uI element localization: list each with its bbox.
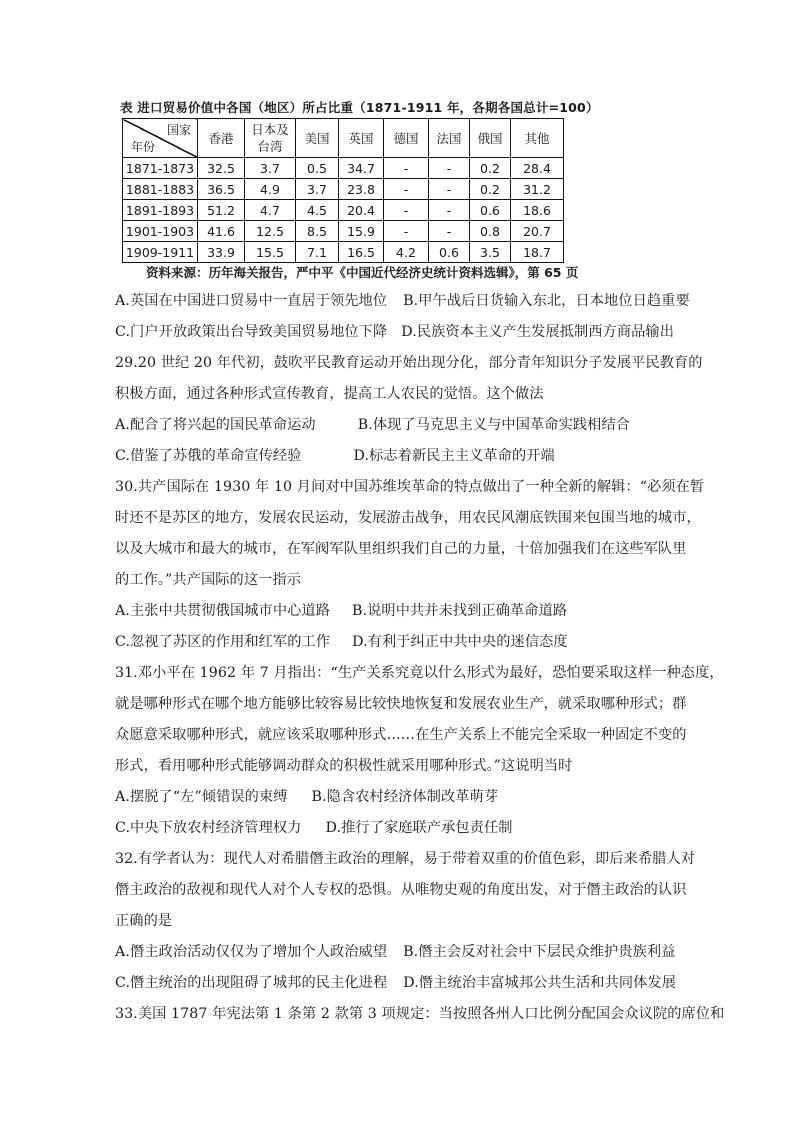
q31-stem-line: 形式，看用哪种形式能够调动群众的积极性就采用哪种形式。”这说明当时 [115,758,573,774]
value-cell: 3.7 [245,158,296,179]
q32-options-row2 [115,972,676,992]
q31-option-b[interactable]: B.隐含农村经济体制改革萌芽 [311,789,499,805]
q28-options-row2 [115,321,674,341]
value-cell: 51.2 [198,200,245,221]
table-row [123,221,564,242]
value-cell: 4.5 [296,200,339,221]
q30-option-c[interactable]: C.忽视了苏区的作用和红军的工作 [115,634,331,650]
value-cell: - [429,200,470,221]
corner-label-country: 国家 [166,123,191,137]
q29-options-row1 [115,414,630,434]
q29-option-c[interactable]: C.借鉴了苏俄的革命宣传经验 [115,448,302,464]
q31-stem-line: 31.邓小平在 1962 年 7 月指出：“生产关系究竟以什么形式为最好，恐怕要采取这样一种态度， [115,665,724,681]
q29-option-b[interactable]: B.体现了马克思主义与中国革命实践相结合 [357,417,631,433]
q28-option-c[interactable]: C.门户开放政策出台导致美国贸易地位下降 [115,324,388,340]
table-source: 资料来源：历年海关报告，严中平《中国近代经济史统计资料选辑》，第 65 页 [146,265,579,280]
q29-options-row2 [115,445,555,465]
q31-options-row1 [115,786,498,806]
q30-option-d[interactable]: D.有利于纠正中共中央的迷信态度 [352,634,568,650]
value-cell: 8.5 [296,221,339,242]
table-header-row [123,119,564,158]
q31-option-a[interactable]: A.摆脱了“左”倾错误的束缚 [115,789,288,805]
col-header: 英国 [339,119,384,158]
q28-option-a[interactable]: A.英国在中国进口贸易中一直居于领先地位 [115,293,388,309]
q30-option-b[interactable]: B.说明中共并未找到正确革命道路 [351,603,568,619]
value-cell: 4.9 [245,179,296,200]
col-header: 俄国 [470,119,511,158]
value-cell: 0.6 [429,242,470,263]
value-cell: - [429,221,470,242]
value-cell: - [384,179,429,200]
q31-stem-line: 就是哪种形式在哪个地方能够比较容易比较快地恢复和发展农业生产，就采取哪种形式；群 [115,696,687,712]
period-cell: 1881-1883 [123,179,198,200]
table-corner-cell [123,119,198,158]
period-cell: 1909-1911 [123,242,198,263]
col-header: 日本及 台湾 [245,119,296,158]
period-cell: 1901-1903 [123,221,198,242]
value-cell: 0.6 [470,200,511,221]
period-cell: 1891-1893 [123,200,198,221]
value-cell: 0.8 [470,221,511,242]
col-header: 其他 [511,119,564,158]
table-caption: 表 进口贸易价值中各国（地区）所占比重（1871-1911 年，各期各国总计=100） [120,100,599,115]
q32-stem-line: 僭主政治的敌视和现代人对个人专权的恐惧。从唯物史观的角度出发，对于僭主政治的认识 [115,882,687,898]
q30-stem-line: 30.共产国际在 1930 年 10 月间对中国苏维埃革命的特点做出了一种全新的解辑：“必须在暂 [115,479,705,495]
q31-option-d[interactable]: D.推行了家庭联产承包责任制 [325,820,513,836]
col-header: 德国 [384,119,429,158]
value-cell: 20.4 [339,200,384,221]
q29-stem-line: 积极方面，通过各种形式宣传教育，提高工人农民的觉悟。这个做法 [115,386,544,402]
col-header: 美国 [296,119,339,158]
q31-stem-line: 众愿意采取哪种形式，就应该采取哪种形式……在生产关系上不能完全采取一种固定不变的 [115,727,687,743]
col-header: 法国 [429,119,470,158]
value-cell: 31.2 [511,179,564,200]
value-cell: 3.7 [296,179,339,200]
value-cell: 12.5 [245,221,296,242]
value-cell: 15.5 [245,242,296,263]
value-cell: 23.8 [339,179,384,200]
value-cell: 20.7 [511,221,564,242]
value-cell: 41.6 [198,221,245,242]
q32-option-d[interactable]: D.僭主统治丰富城邦公共生活和共同体发展 [403,975,677,991]
value-cell: 32.5 [198,158,245,179]
table-row [123,158,564,179]
trade-share-table [122,118,564,263]
value-cell: 28.4 [511,158,564,179]
q33-stem-line: 33.美国 1787 年宪法第 1 条第 2 款第 3 项规定：当按照各州人口比例分配国会众议院的席位和 [115,1006,725,1022]
table-row [123,200,564,221]
q28-option-b[interactable]: B.甲午战后日货输入东北，日本地位日趋重要 [403,293,690,309]
value-cell: 18.6 [511,200,564,221]
value-cell: 33.9 [198,242,245,263]
value-cell: - [384,221,429,242]
q32-option-c[interactable]: C.僭主统治的出现阻碍了城邦的民主化进程 [115,975,388,991]
value-cell: 16.5 [339,242,384,263]
value-cell: 3.5 [470,242,511,263]
q32-options-row1 [115,941,675,961]
value-cell: 36.5 [198,179,245,200]
table-row [123,242,564,263]
q32-option-b[interactable]: B.僭主会反对社会中下层民众维护贵族利益 [403,944,676,960]
q31-options-row2 [115,817,513,837]
q28-option-d[interactable]: D.民族资本主义产生发展抵制西方商品输出 [401,324,675,340]
q28-options-row1 [115,290,690,310]
q32-stem-line: 正确的是 [115,913,173,929]
value-cell: 18.7 [511,242,564,263]
value-cell: 0.5 [296,158,339,179]
value-cell: 0.2 [470,158,511,179]
q30-stem-line: 以及大城市和最大的城市，在军阀军队里组织我们自己的力量，十倍加强我们在这些军队里 [115,541,687,557]
q29-option-a[interactable]: A.配合了将兴起的国民革命运动 [115,417,316,433]
value-cell: - [384,158,429,179]
q30-stem-line: 时还不是苏区的地方，发展农民运动，发展游击战争，用农民风潮底铁围来包围当地的城市， [115,510,701,526]
q30-option-a[interactable]: A.主张中共贯彻俄国城市中心道路 [115,603,330,619]
q31-option-c[interactable]: C.中央下放农村经济管理权力 [115,820,302,836]
value-cell: - [429,158,470,179]
value-cell: 7.1 [296,242,339,263]
value-cell: 0.2 [470,179,511,200]
q30-stem-line: 的工作。”共产国际的这一指示 [115,572,301,588]
table-row [123,179,564,200]
q29-option-d[interactable]: D.标志着新民主主义革命的开端 [353,448,555,464]
corner-label-year: 年份 [131,140,156,154]
q30-options-row2 [115,631,568,651]
q32-option-a[interactable]: A.僭主政治活动仅仅为了增加个人政治威望 [115,944,388,960]
col-header: 香港 [198,119,245,158]
value-cell: 4.2 [384,242,429,263]
q32-stem-line: 32.有学者认为：现代人对希腊僭主政治的理解，易于带着双重的价值色彩，即后来希腊人对 [115,851,696,867]
value-cell: 4.7 [245,200,296,221]
value-cell: 34.7 [339,158,384,179]
q29-stem-line: 29.20 世纪 20 年代初，鼓吹平民教育运动开始出现分化，部分青年知识分子发展平民教育的 [115,355,703,371]
value-cell: - [384,200,429,221]
value-cell: 15.9 [339,221,384,242]
value-cell: - [429,179,470,200]
q30-options-row1 [115,600,567,620]
period-cell: 1871-1873 [123,158,198,179]
